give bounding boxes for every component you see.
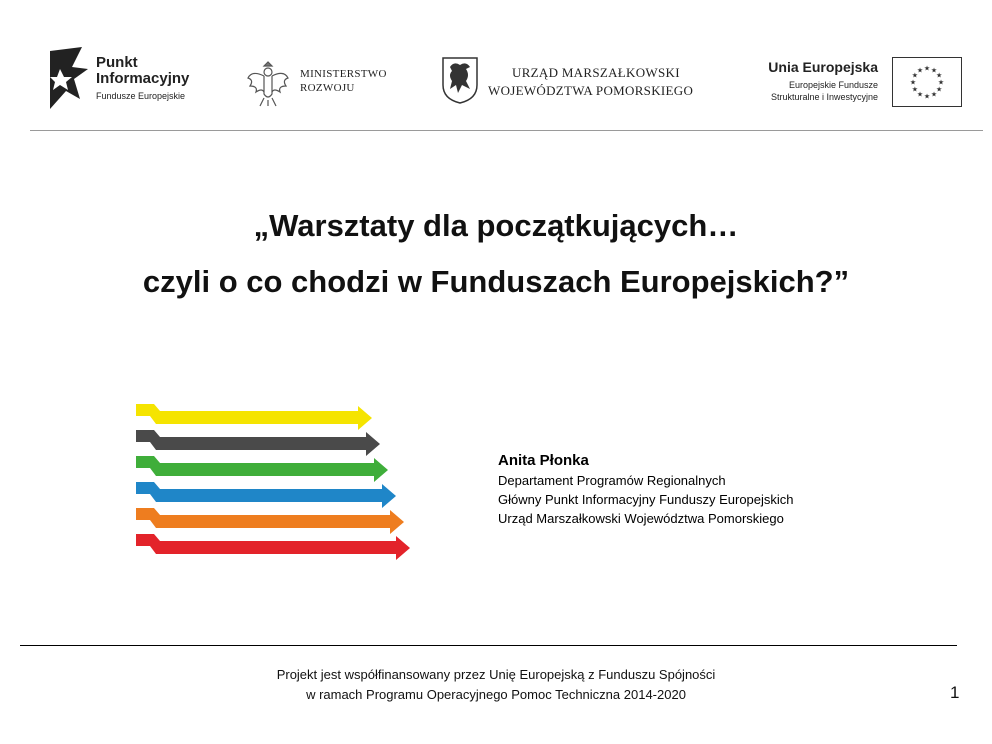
eu-star-icon: ★ <box>923 93 931 101</box>
pi-line3: Fundusze Europejskie <box>96 91 186 101</box>
author-unit: Główny Punkt Informacyjny Funduszy Europejskich <box>498 492 794 507</box>
author-department: Departament Programów Regionalnych <box>498 473 726 488</box>
eu-star-icon: ★ <box>935 72 943 80</box>
arrow-2 <box>136 430 380 456</box>
eu-star-icon: ★ <box>930 91 938 99</box>
ministerstwo-rozwoju-logo <box>246 58 406 108</box>
author-office: Urząd Marszałkowski Województwa Pomorskiego <box>498 511 784 526</box>
urzad-line1: URZĄD MARSZAŁKOWSKI <box>512 65 680 80</box>
pi-line1: Punkt <box>96 54 138 71</box>
footer-line2: w ramach Programu Operacyjnego Pomoc Techniczna 2014-2020 <box>306 687 686 702</box>
urzad-line2: WOJEWÓDZTWA POMORSKIEGO <box>488 83 694 98</box>
eu-star-icon: ★ <box>923 65 931 73</box>
punkt-informacyjny-icon <box>50 47 90 111</box>
ue-line2: Europejskie Fundusze <box>788 80 878 90</box>
urzad-marszalkowski-logo <box>440 55 710 107</box>
eagle-emblem-icon <box>246 58 290 108</box>
footer-divider <box>20 645 957 646</box>
ministerstwo-line1: MINISTERSTWO <box>300 68 387 80</box>
arrow-1 <box>136 404 372 430</box>
unia-europejska-logo <box>736 55 964 107</box>
eu-star-icon: ★ <box>937 79 945 87</box>
author-block <box>498 451 858 528</box>
ue-line1: Unia Europejska <box>768 59 878 75</box>
arrow-3 <box>136 456 388 482</box>
title-line1: „Warsztaty dla początkujących… <box>253 208 739 243</box>
eu-star-icon: ★ <box>909 79 917 87</box>
punkt-informacyjny-logo <box>50 47 220 111</box>
eu-star-icon: ★ <box>911 72 919 80</box>
page-number: 1 <box>950 683 960 702</box>
eu-star-icon: ★ <box>930 67 938 75</box>
eu-star-icon: ★ <box>916 67 924 75</box>
griffin-shield-icon <box>440 55 480 105</box>
ministerstwo-line2: ROZWOJU <box>300 82 355 94</box>
author-name: Anita Płonka <box>498 452 589 469</box>
eu-star-icon: ★ <box>911 86 919 94</box>
title-line2: czyli o co chodzi w Funduszach Europejskich?” <box>142 264 850 299</box>
ue-line3: Strukturalne i Inwestycyjne <box>770 92 878 102</box>
footer-line1: Projekt jest współfinansowany przez Unię Europejską z Funduszu Spójności <box>276 667 716 682</box>
arrow-5 <box>136 508 404 534</box>
eu-flag-icon <box>892 57 962 107</box>
header-divider <box>30 130 983 131</box>
eu-star-icon: ★ <box>935 86 943 94</box>
eu-star-icon: ★ <box>916 91 924 99</box>
colored-arrows-graphic <box>134 400 414 575</box>
arrow-4 <box>136 482 396 508</box>
arrow-6 <box>136 534 410 560</box>
pi-line2: Informacyjny <box>96 70 190 87</box>
